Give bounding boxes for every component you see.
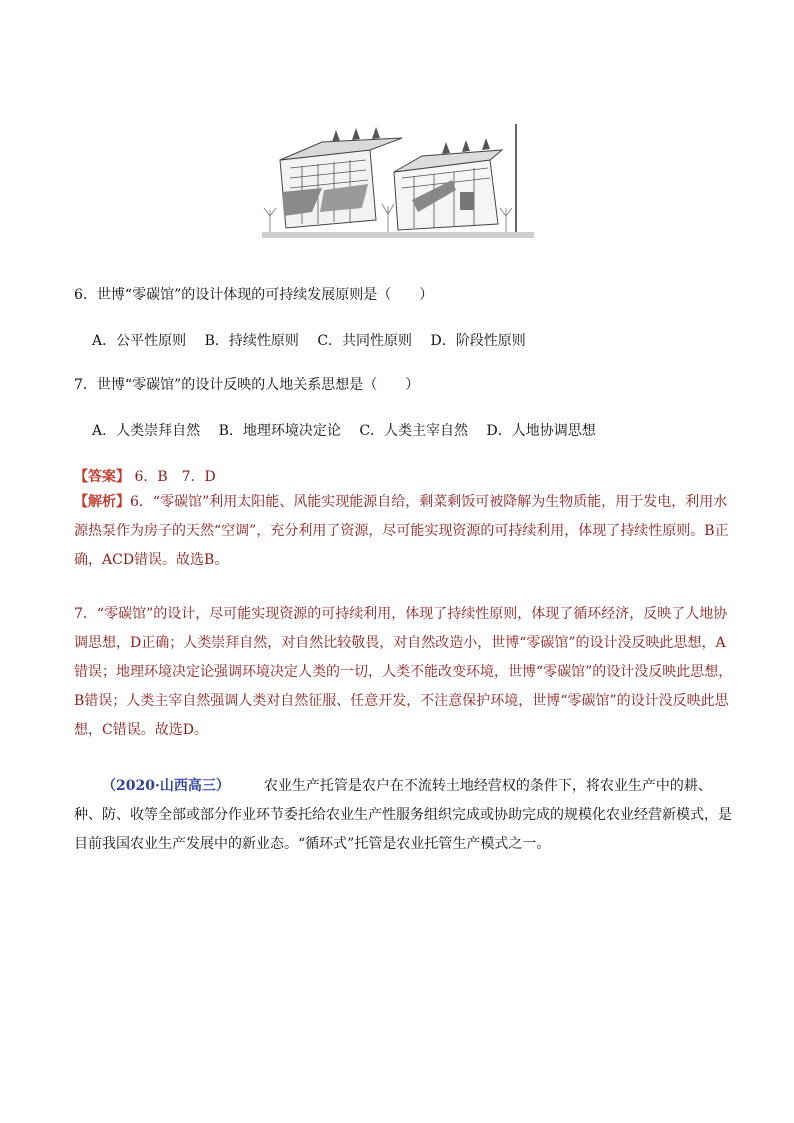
q7-option-b[interactable]: B．地理环境决定论	[218, 423, 341, 439]
building-illustration	[262, 120, 534, 244]
material-text: 农业生产托管是农户在不流转土地经营权的条件下，将农业生产中的耕、种、防、收等全部或部分作业环节委托给农业生产性服务组织完成或协助完成的规模化农业经营新模式，是目前我国农业生产发展中的新业态。“循环式”托管是农业托管生产模式之一。	[74, 778, 732, 852]
q7-option-a[interactable]: A．人类崇拜自然	[92, 423, 201, 439]
material-intro	[74, 772, 736, 859]
analysis-paragraph-6	[74, 488, 736, 575]
analysis-6-text: 6．“零碳馆”利用太阳能、风能实现能源自给，剩菜剩饭可被降解为生物质能，用于发电，利用水源热泵作为房子的天然“空调”，充分利用了资源，尽可能实现资源的可持续利用，体现了持续性原则。B正确，ACD错误。故选B。	[74, 494, 729, 568]
question-7-options	[92, 420, 610, 440]
answer-text: 6．B 7．D	[134, 469, 216, 485]
question-6-stem: 6．世博“零碳馆”的设计体现的可持续发展原则是（ ）	[74, 287, 434, 303]
q7-option-c[interactable]: C．人类主宰自然	[359, 423, 469, 439]
q7-option-d[interactable]: D．人地协调思想	[486, 423, 596, 439]
q6-option-b[interactable]: B．持续性原则	[204, 333, 299, 349]
answer-label: 【答案】	[74, 469, 130, 485]
q6-option-d[interactable]: D．阶段性原则	[430, 333, 526, 349]
question-7-stem: 7．世博“零碳馆”的设计反映的人地关系思想是（ ）	[74, 377, 420, 393]
building-icon	[262, 120, 534, 244]
source-tag: （2020·山西高三）	[102, 778, 230, 794]
analysis-label: 【解析】	[74, 494, 130, 510]
q6-option-a[interactable]: A．公平性原则	[92, 333, 187, 349]
question-6-options	[92, 330, 540, 350]
answer-line	[74, 466, 216, 486]
q6-option-c[interactable]: C．共同性原则	[317, 333, 413, 349]
analysis-paragraph-7: 7．“零碳馆”的设计，尽可能实现资源的可持续利用，体现了持续性原则，体现了循环经济，反映了人地协调思想，D正确；人类崇拜自然，对自然比较敬畏，对自然改造小，世博“零碳馆”的设计没反映此思想，A错误；地理环境决定论强调环境决定人类的一切，人类不能改变环境，世博“零碳馆”的设计没反映此思想，B错误；人类主宰自然强调人类对自然征服、任意开发，不注意保护环境，世博“零碳馆”的设计没反映此思想，C错误。故选D。	[74, 606, 733, 738]
